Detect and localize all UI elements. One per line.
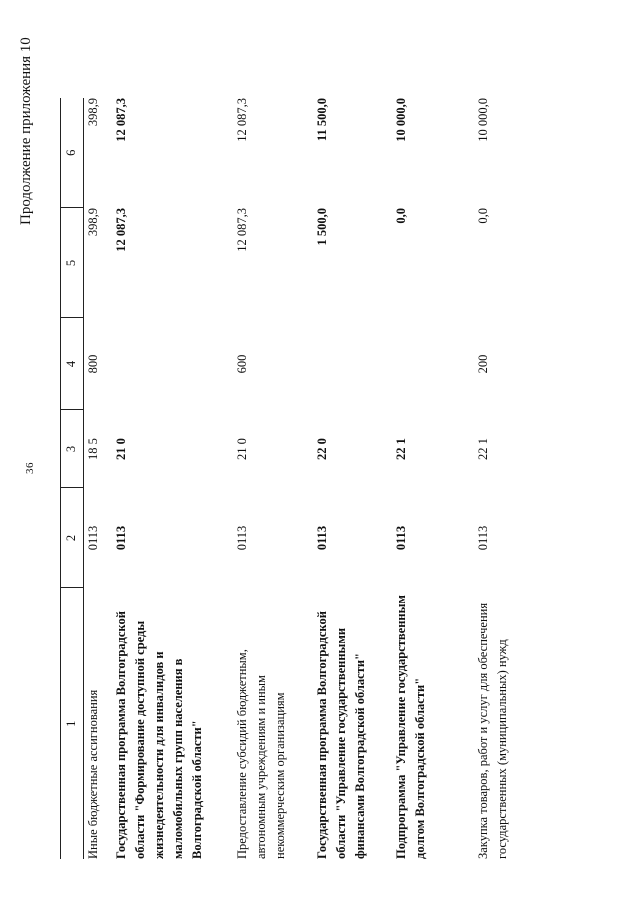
row-amount-col6: 10 000,0 [476, 98, 490, 142]
row-expense-type: 200 [476, 354, 490, 374]
row-name: Государственная программа Волгоградской области "Управление государственными финансами Волгоградской области" [315, 611, 367, 859]
table-header-row [61, 98, 84, 859]
row-amount-col6: 12 087,3 [235, 98, 249, 142]
table-row [474, 98, 538, 859]
row-expense-type: 600 [235, 354, 249, 374]
table-row [233, 98, 313, 859]
row-section-code: 0113 [476, 525, 490, 551]
page-number: 36 [24, 462, 36, 474]
row-amount-col5: 0,0 [476, 208, 490, 224]
row-section-code: 0113 [86, 525, 100, 551]
row-amount-col5: 1 500,0 [315, 208, 329, 246]
row-target-code: 21 0 [235, 438, 249, 460]
table-row [392, 98, 474, 859]
row-expense-type [392, 318, 474, 410]
row-name: Иные бюджетные ассигнования [86, 689, 100, 859]
row-target-code: 22 1 [476, 438, 490, 460]
row-target-code: 18 5 [86, 438, 100, 460]
row-amount-col6: 398,9 [86, 98, 100, 127]
column-header-5: 5 [61, 208, 84, 318]
row-section-code: 0113 [235, 525, 249, 551]
table-row [112, 98, 233, 859]
column-header-1: 1 [61, 588, 84, 859]
row-expense-type [313, 318, 392, 410]
row-target-code: 22 0 [315, 438, 329, 460]
row-target-code: 21 0 [114, 438, 128, 460]
row-name: Подпрограмма "Управление государственным долгом Волгоградской области" [394, 595, 427, 859]
column-header-3: 3 [61, 410, 84, 488]
table-row [84, 98, 113, 859]
row-amount-col6: 11 500,0 [315, 98, 329, 142]
row-name: Государственная программа Волгоградской области "Формирование доступной среды жизнедеятельности для инвалидов и маломобильных групп населения в Волгоградской области" [114, 611, 204, 859]
column-header-2: 2 [61, 488, 84, 588]
row-amount-col6: 12 087,3 [114, 98, 128, 142]
row-section-code: 0113 [114, 525, 128, 551]
continuation-caption: Продолжение приложения 10 [18, 37, 34, 225]
column-header-6: 6 [61, 98, 84, 208]
row-amount-col5: 12 087,3 [114, 208, 128, 252]
row-expense-type: 800 [86, 354, 100, 374]
row-amount-col5: 12 087,3 [235, 208, 249, 252]
row-name: Закупка товаров, работ и услуг для обеспечения государственных (муниципальных) нужд [476, 602, 509, 859]
row-name: Предоставление субсидий бюджетным, автономным учреждениям и иным некоммерческим организациям [235, 649, 287, 859]
row-expense-type [112, 318, 233, 410]
row-amount-col5: 0,0 [394, 208, 408, 224]
table-row [313, 98, 392, 859]
budget-table [60, 98, 538, 859]
row-amount-col6: 10 000,0 [394, 98, 408, 142]
row-amount-col5: 398,9 [86, 208, 100, 237]
row-section-code: 0113 [315, 525, 329, 551]
row-target-code: 22 1 [394, 438, 408, 460]
column-header-4: 4 [61, 318, 84, 410]
row-section-code: 0113 [394, 525, 408, 551]
